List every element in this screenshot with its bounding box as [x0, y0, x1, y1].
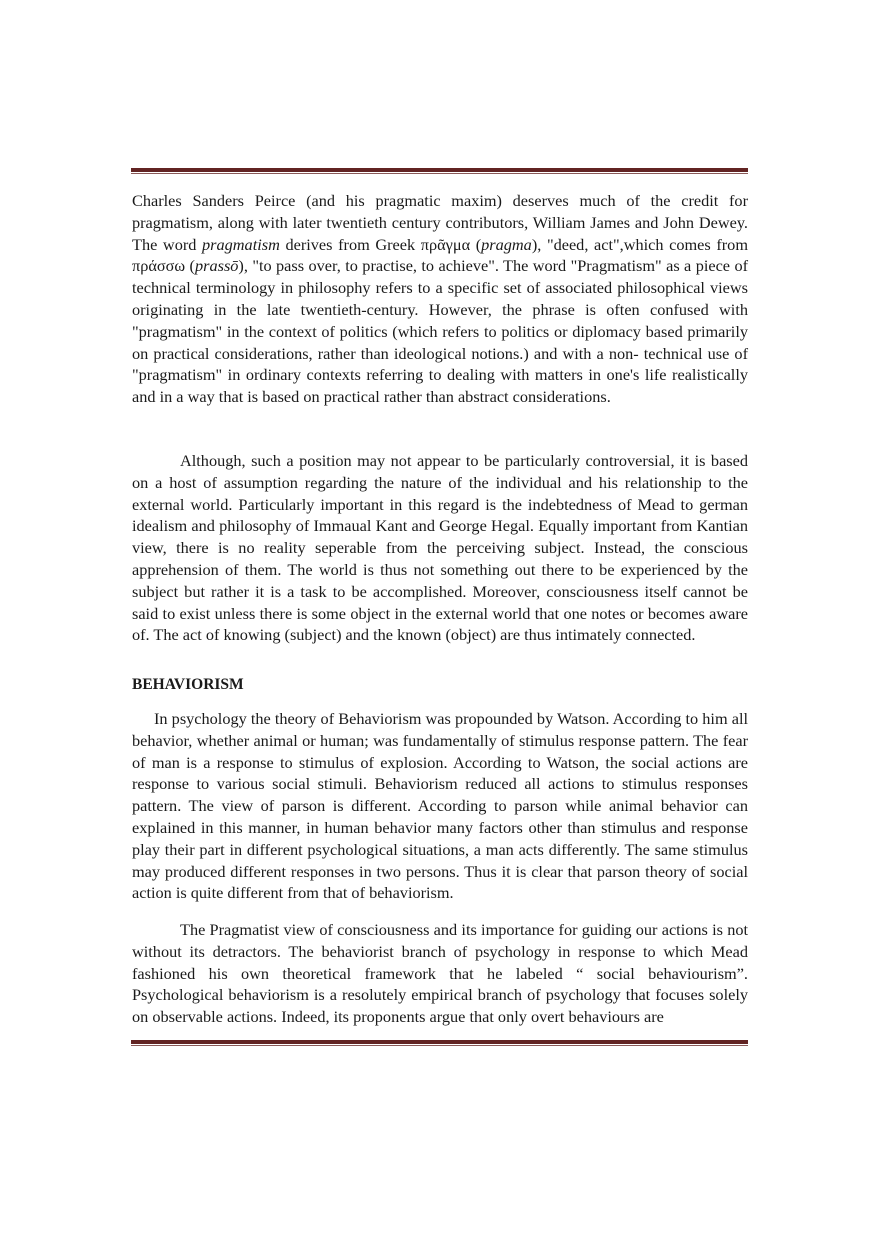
section-heading-behaviorism: BEHAVIORISM: [132, 676, 244, 693]
header-rule: [131, 168, 748, 174]
footer-rule: [131, 1040, 748, 1046]
paragraph-behaviorism: In psychology the theory of Behaviorism was propounded by Watson. According to him all behavior, whether animal or human; was fundamentally of stimulus response pattern. The fear of man is a response to stimulus of explosion. According to Watson, the social actions are response to various social stimuli. Behaviorism reduced all actions to stimulus responses pattern. The view of parson is different. According to parson while animal behavior can explained in this manner, in human behavior many factors other than stimulus and response play their part in different psychological situations, a man acts differently. The same stimulus may produced different responses in two persons. Thus it is clear that parson theory of social action is quite different from that of behaviorism.: [132, 709, 748, 903]
paragraph-pragmatism: Charles Sanders Peirce (and his pragmatic maxim) deserves much of the credit for pragmatism, along with later twentieth century contributors, William James and John Dewey. The word pragmatism derives from Greek πρᾶγμα (pragma), "deed, act",which comes from πράσσω (prassō), "to pass over, to practise, to achieve". The word "Pragmatism" as a piece of technical terminology in philosophy refers to a specific set of associated philosophical views originating in the late twentieth-century. However, the phrase is often confused with "pragmatism" in the context of politics (which refers to politics or diplomacy based primarily on practical considerations, rather than ideological notions.) and with a non- technical use of "pragmatism" in ordinary contexts referring to dealing with matters in one's life realistically and in a way that is based on practical rather than abstract considerations.: [132, 191, 749, 407]
paragraph-detractors: The Pragmatist view of consciousness and its importance for guiding our actions is not without its detractors. The behaviorist branch of psychology in response to which Mead fashioned his own theoretical framework that he labeled “ social behaviourism”. Psychological behaviorism is a resolutely empirical branch of psychology that focuses solely on observable actions. Indeed, its proponents argue that only overt behaviours are: [132, 920, 748, 1027]
paragraph-kantian-view: Although, such a position may not appear to be particularly controversial, it is based on a host of assumption regarding the nature of the individual and his relationship to the external world. Particularly important in this regard is the indebtedness of Mead to german idealism and philosophy of Immaual Kant and George Hegal. Equally important from Kantian view, there is no reality seperable from the perceiving subject. Instead, the conscious apprehension of them. The world is thus not something out there to be experienced by the subject but rather it is a task to be accomplished. Moreover, consciousness itself cannot be said to exist unless there is some object in the external world that one notes or becomes aware of. The act of knowing (subject) and the known (object) are thus intimately connected.: [132, 451, 748, 645]
